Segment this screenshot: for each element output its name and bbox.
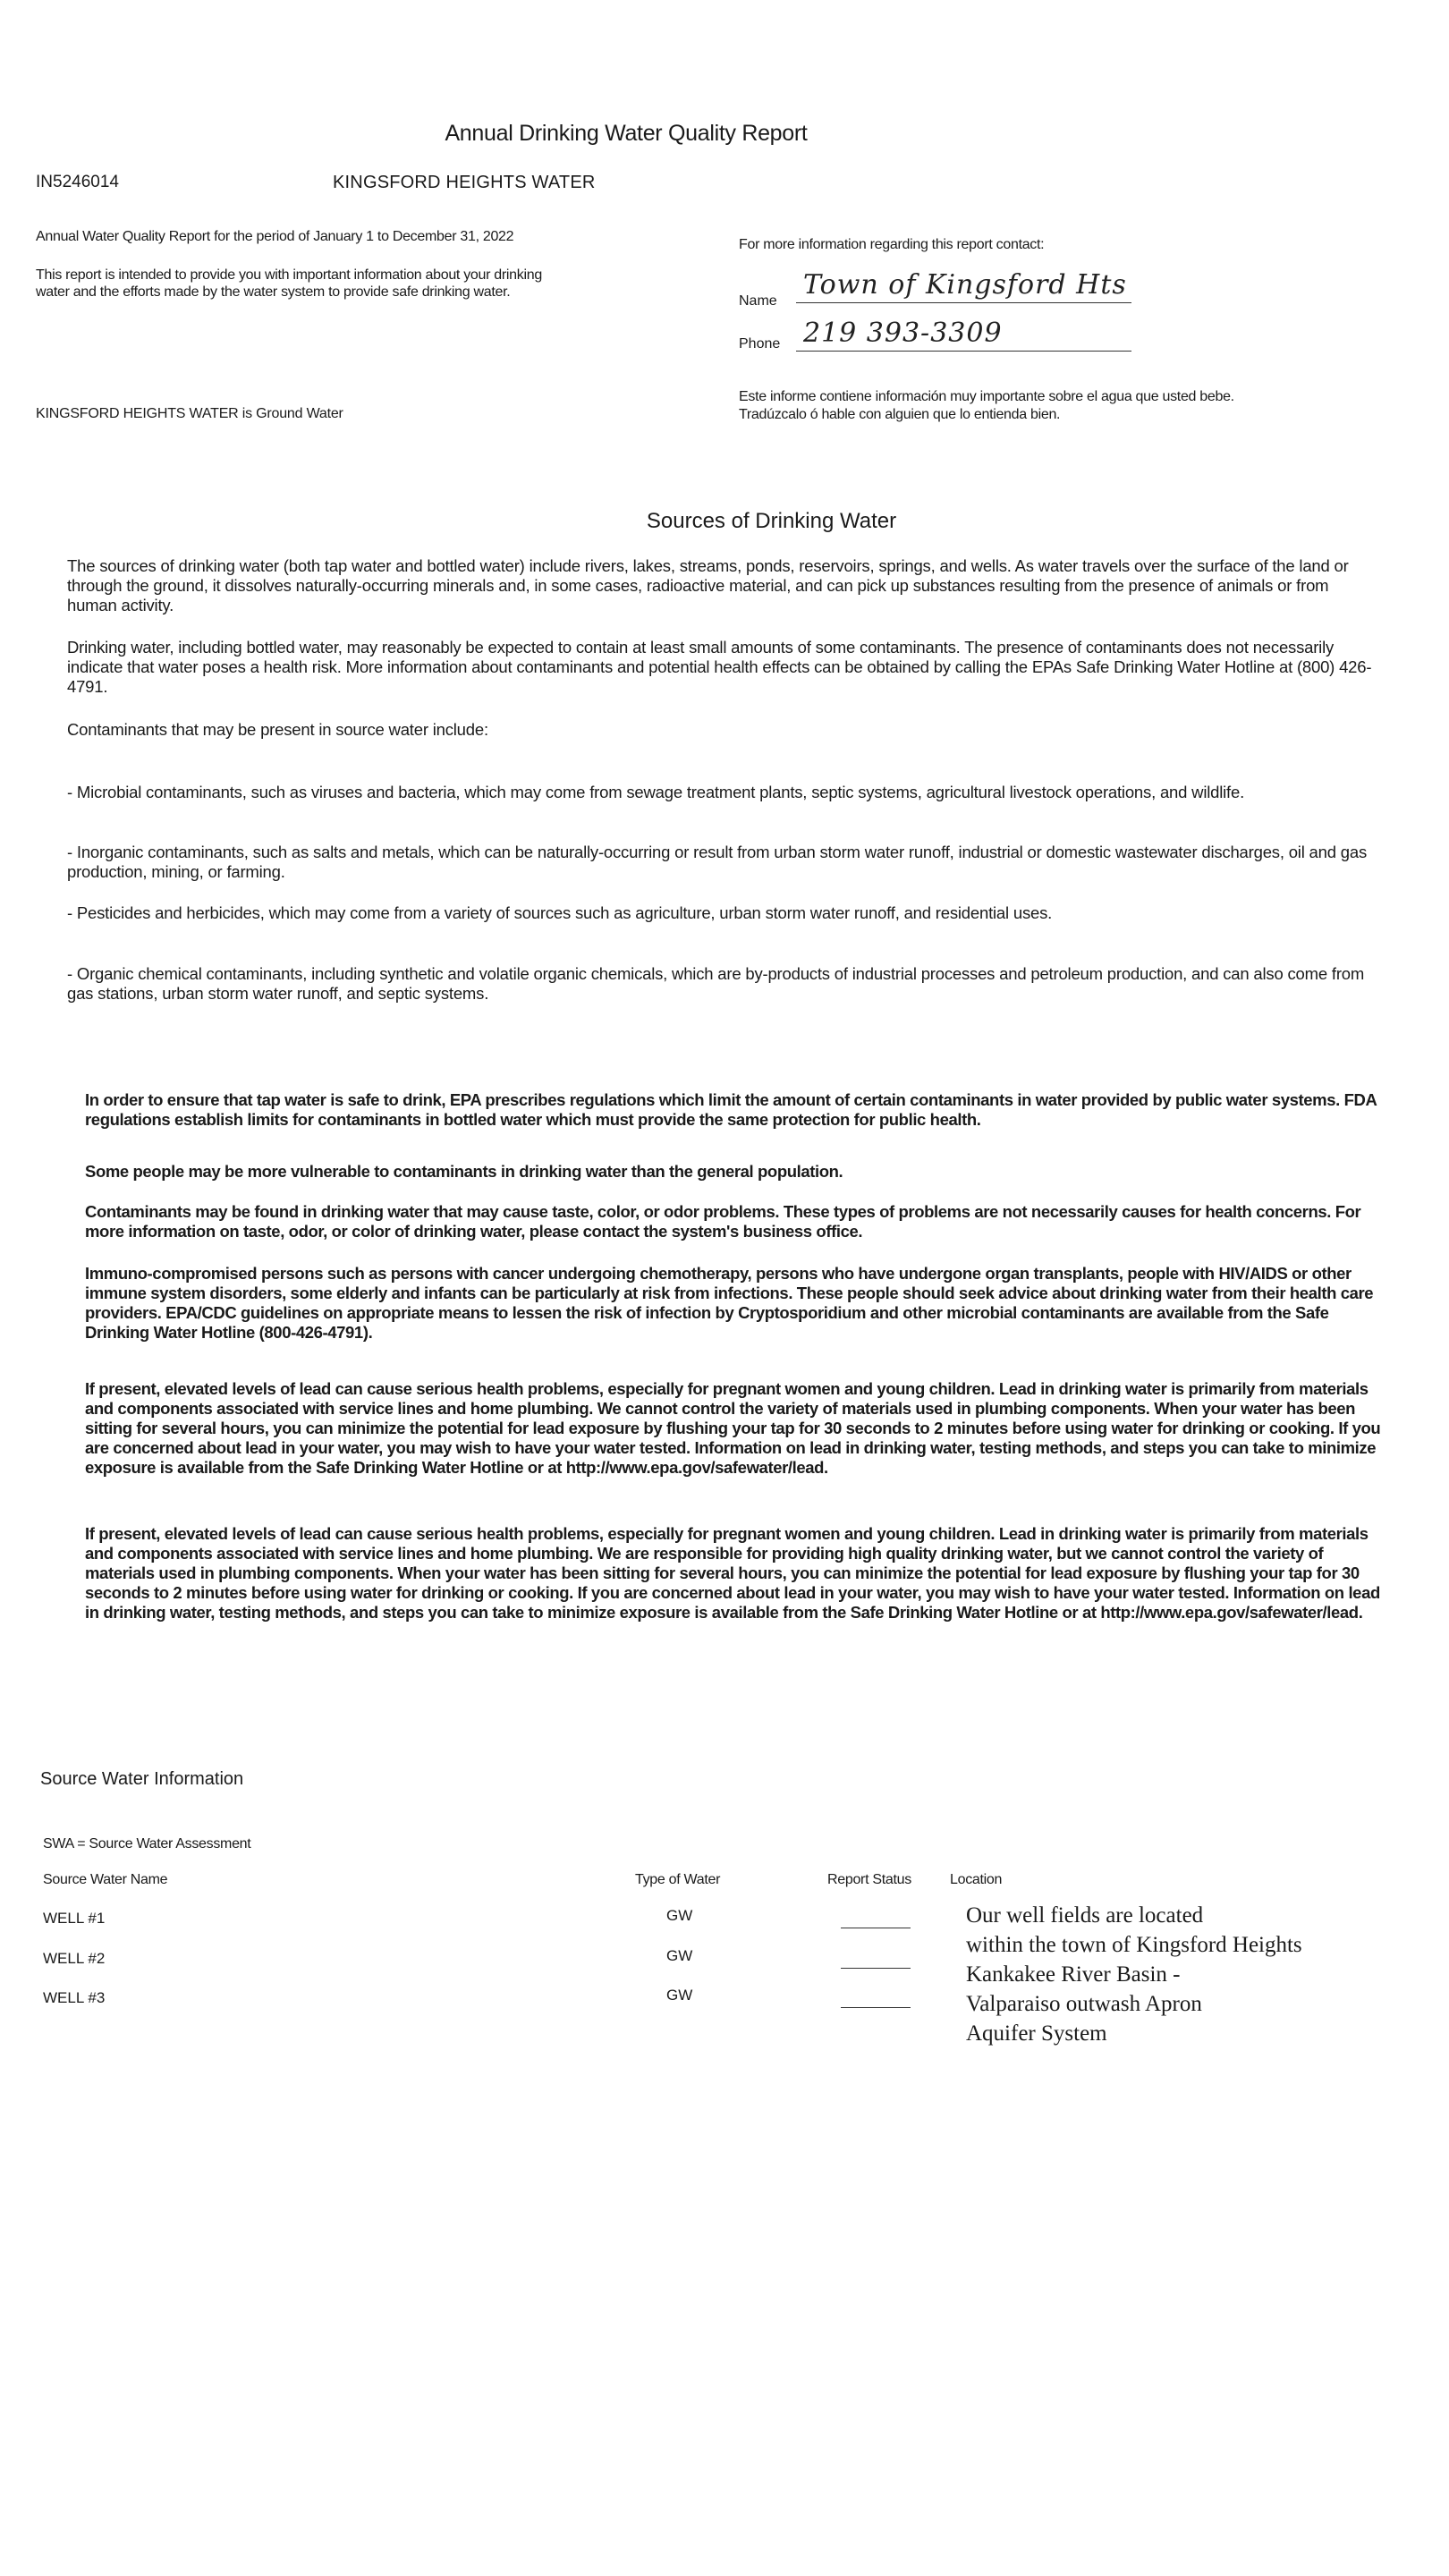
contaminant-bullet-pesticides: - Pesticides and herbicides, which may come from a variety of sources such as agriculture, urban storm water runoff, and residential uses. <box>67 903 1053 922</box>
report-title: Annual Drinking Water Quality Report <box>445 121 808 146</box>
location-line: Our well fields are located <box>966 1903 1204 1928</box>
column-header-location: Location <box>950 1872 1003 1887</box>
location-line: within the town of Kingsford Heights <box>966 1933 1302 1957</box>
sources-paragraph-3: Contaminants that may be present in source water include: <box>67 720 488 739</box>
swa-note: SWA = Source Water Assessment <box>43 1836 251 1852</box>
well-2-status-blank <box>841 1968 911 1969</box>
system-id: IN5246014 <box>36 173 119 191</box>
contact-phone-label: Phone <box>739 336 781 352</box>
well-2-name: WELL #2 <box>43 1950 106 1967</box>
location-line: Kankakee River Basin - <box>966 1962 1181 1987</box>
notice-taste-color-odor: Contaminants may be found in drinking water that may cause taste, color, or odor problems. These types of problems are not necessarily causes for health concerns. For more information on taste, odor, or color of drinking water, please contact the system's business office. <box>85 1202 1361 1241</box>
location-line: Valparaiso outwash Apron <box>966 1992 1202 2016</box>
contact-heading: For more information regarding this report contact: <box>739 237 1045 252</box>
contact-name-field <box>796 265 1131 303</box>
sources-paragraph-1: The sources of drinking water (both tap water and bottled water) include rivers, lakes, streams, ponds, reservoirs, springs, and wells. As water travels over the surface of the land or through the ground, it dissolves naturally-occurring minerals and, in some cases, radioactive material, and can pick up substances resulting from the presence of animals or from human activity. <box>67 556 1349 614</box>
contaminant-bullet-inorganic: - Inorganic contaminants, such as salts and metals, which can be naturally-occurring or result from urban storm water runoff, industrial or domestic wastewater discharges, oil and gas production, mining, or farming. <box>67 843 1367 881</box>
notice-lead-1: If present, elevated levels of lead can cause serious health problems, especially for pregnant women and young children. Lead in drinking water is primarily from materials and components associated with service lines and home plumbing. We cannot control the variety of materials used in plumbing components. When your water has been sitting for several hours, you can minimize the potential for lead exposure by flushing your tap for 30 seconds to 2 minutes before using water for drinking or cooking. If you are concerned about lead in your water, you may wish to have your water tested. Information on lead in drinking water, testing methods, and steps you can take to minimize exposure is available from the Safe Drinking Water Hotline or at http://www.epa.gov/safewater/lead. <box>85 1379 1381 1477</box>
notice-immuno-compromised: Immuno-compromised persons such as persons with cancer undergoing chemotherapy, persons who have undergone organ transplants, people with HIV/AIDS or other immune system disorders, some elderly and infants can be particularly at risk from infections. These people should seek advice about drinking water from their health care providers. EPA/CDC guidelines on appropriate means to lessen the risk of infection by Cryptosporidium and other microbial contaminants are available from the Safe Drinking Water Hotline (800-426-4791). <box>85 1264 1374 1342</box>
column-header-source-name: Source Water Name <box>43 1872 168 1887</box>
notice-lead-2: If present, elevated levels of lead can cause serious health problems, especially for pregnant women and young children. Lead in drinking water is primarily from materials and components associated with service lines and home plumbing. We are responsible for providing high quality drinking water, but we cannot control the variety of materials used in plumbing components. When your water has been sitting for several hours, you can minimize the potential for lead exposure by flushing your tap for 30 seconds to 2 minutes before using water for drinking or cooking. If you are concerned about lead in your water, you may wish to have your water tested. Information on lead in drinking water, testing methods, and steps you can take to minimize exposure is available from the Safe Drinking Water Hotline or at http://www.epa.gov/safewater/lead. <box>85 1524 1380 1622</box>
sources-heading: Sources of Drinking Water <box>646 509 897 533</box>
well-1-type: GW <box>666 1907 693 1924</box>
contaminant-bullet-organic: - Organic chemical contaminants, including synthetic and volatile organic chemicals, which are by-products of industrial processes and petroleum production, and can also come from gas stations, urban storm water runoff, and septic systems. <box>67 964 1365 1003</box>
well-1-name: WELL #1 <box>43 1910 106 1927</box>
location-description <box>966 1901 1377 2048</box>
well-3-type: GW <box>666 1987 693 2004</box>
spanish-note: Este informe contiene información muy importante sobre el agua que usted bebe. Tradúzcalo ó hable con alguien que lo entienda bien. <box>739 389 1234 422</box>
contact-name-value: Town of Kingsford Hts <box>803 269 1127 301</box>
source-water-heading: Source Water Information <box>40 1769 244 1789</box>
source-type-note: KINGSFORD HEIGHTS WATER is Ground Water <box>36 406 343 421</box>
sources-paragraph-2: Drinking water, including bottled water, may reasonably be expected to contain at least small amounts of some contaminants. The presence of contaminants does not necessarily indicate that water poses a health risk. More information about contaminants and potential health effects can be obtained by calling the EPAs Safe Drinking Water Hotline at (800) 426-4791. <box>67 638 1372 696</box>
contaminant-bullet-microbial: - Microbial contaminants, such as viruses and bacteria, which may come from sewage treatment plants, septic systems, agricultural livestock operations, and wildlife. <box>67 783 1245 801</box>
contact-phone-value: 219 393-3309 <box>803 318 1003 349</box>
well-3-name: WELL #3 <box>43 1989 106 2006</box>
contact-phone-row <box>739 336 791 352</box>
well-2-type: GW <box>666 1947 693 1964</box>
notice-epa-regulations: In order to ensure that tap water is safe to drink, EPA prescribes regulations which limit the amount of certain contaminants in water provided by public water systems. FDA regulations establish limits for contaminants in bottled water which must provide the same protection for public health. <box>85 1090 1377 1129</box>
well-3-status-blank <box>841 2007 911 2008</box>
notice-vulnerable: Some people may be more vulnerable to contaminants in drinking water than the general population. <box>85 1162 843 1181</box>
report-period: Annual Water Quality Report for the period of January 1 to December 31, 2022 <box>36 229 514 244</box>
contact-name-row <box>739 293 791 309</box>
location-line: Aquifer System <box>966 2021 1107 2046</box>
column-header-status: Report Status <box>827 1872 911 1887</box>
contact-phone-field <box>796 313 1131 352</box>
contact-name-label: Name <box>739 293 777 309</box>
column-header-type: Type of Water <box>635 1872 721 1887</box>
system-name: KINGSFORD HEIGHTS WATER <box>333 173 596 192</box>
report-intro: This report is intended to provide you with important information about your drinking water and the efforts made by the water system to provide safe drinking water. <box>36 267 542 300</box>
